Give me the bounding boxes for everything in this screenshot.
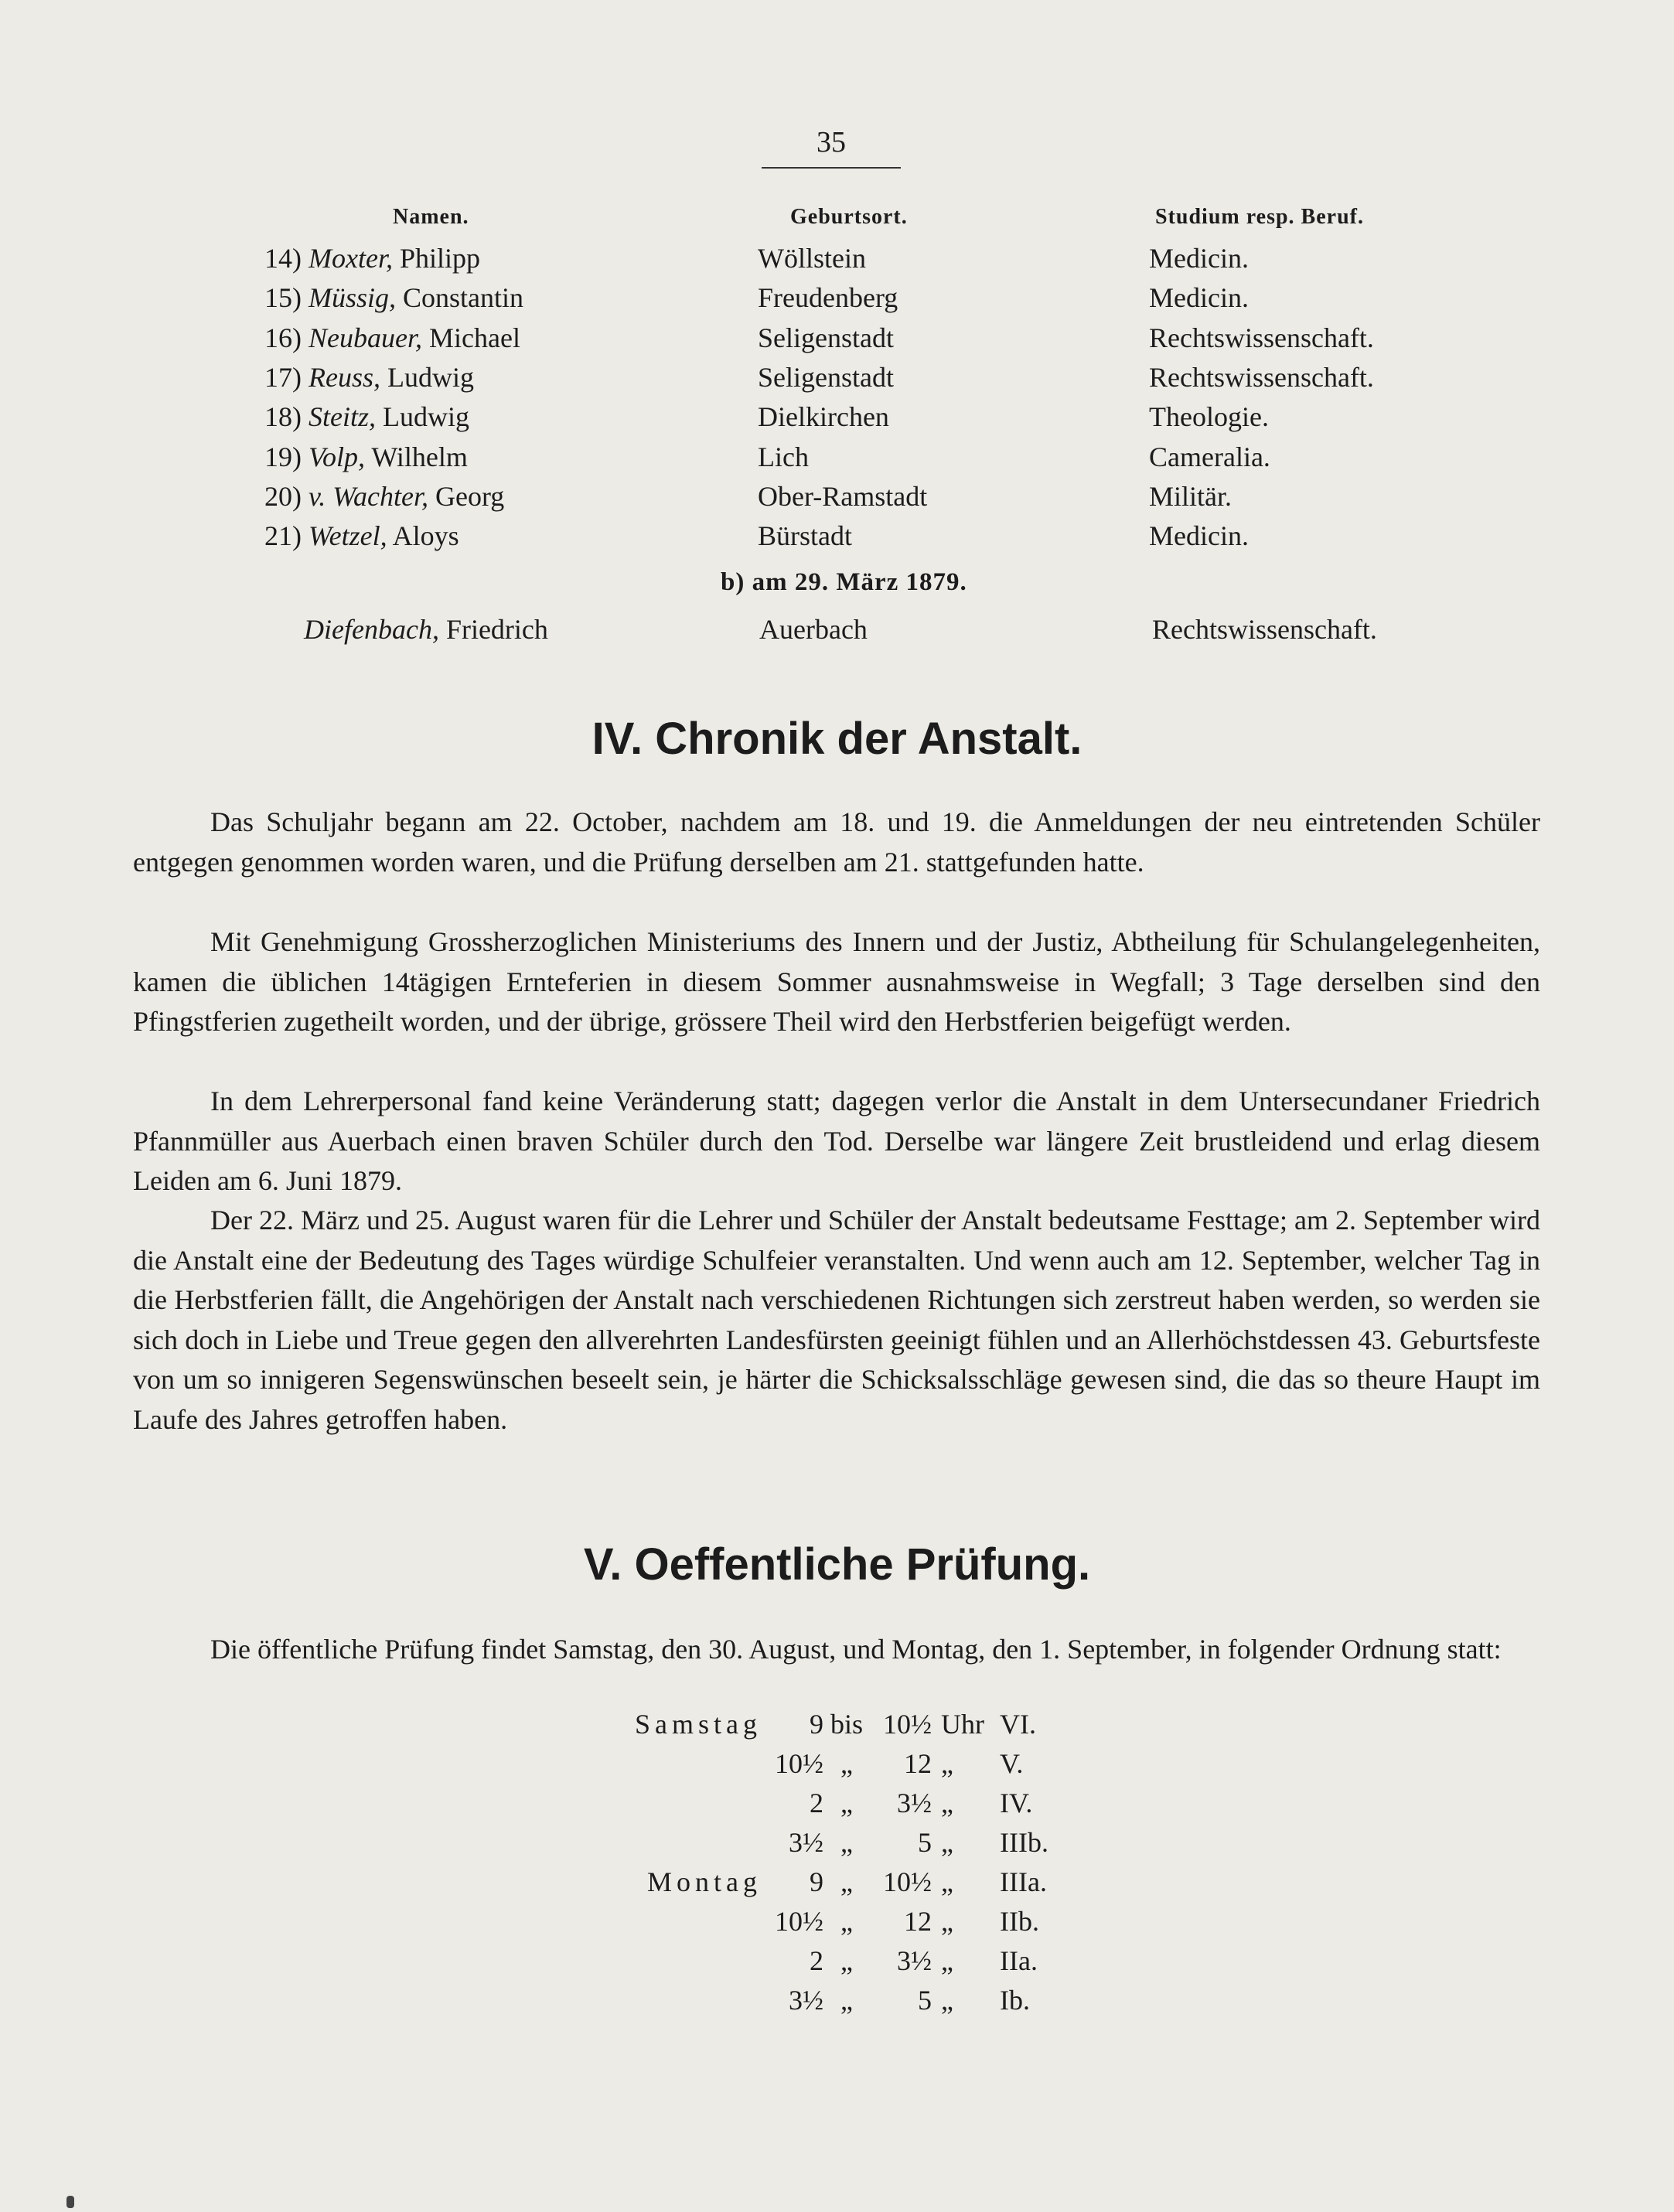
schedule-to: 10½ [883, 1866, 932, 1897]
schedule-day [584, 1787, 762, 1819]
student-study: Cameralia. [1149, 441, 1270, 472]
table-row [232, 242, 480, 274]
schedule-separator: „ [840, 1945, 853, 1976]
schedule-to: 12 [904, 1906, 932, 1937]
schedule-row [584, 1984, 1093, 2016]
schedule-class: Ib. [1000, 1985, 1030, 2016]
student-given-name: Wilhelm [371, 441, 468, 472]
schedule-from: 10½ [775, 1906, 823, 1937]
student-surname: Müssig, [309, 282, 397, 313]
schedule-unit: „ [941, 1748, 953, 1779]
schedule-row [584, 1866, 1093, 1898]
schedule-day [584, 1747, 762, 1780]
paragraph: Mit Genehmigung Grossherzoglichen Ministeriums des Innern und der Justiz, Abtheilung für Schulangelegenheiten, kamen die üblichen 14tägigen Ernteferien in diesem Sommer ausnahmsweise in Wegfall; 3 Tage derselben sind den Pfingstferien zugetheilt worden, und der übrige, grössere Theil wird den Herbstferien beigefügt werden. [133, 926, 1540, 1037]
schedule-from: 3½ [789, 1985, 823, 2016]
student-given-name: Georg [435, 481, 505, 512]
student-birthplace: Seligenstadt [758, 322, 894, 353]
schedule-class: IIa. [1000, 1945, 1038, 1976]
student-birthplace: Lich [758, 441, 809, 472]
student-surname: Volp, [309, 441, 366, 472]
student-study: Rechtswissenschaft. [1149, 322, 1374, 353]
student-surname: Wetzel, [309, 520, 387, 551]
student-given-name: Aloys [392, 520, 459, 551]
student-birthplace: Freudenberg [758, 282, 898, 313]
student-birthplace: Ober-Ramstadt [758, 481, 928, 512]
student-given-name: Ludwig [383, 401, 469, 432]
table-row [232, 400, 469, 433]
schedule-to: 3½ [897, 1788, 932, 1818]
schedule-day [584, 1905, 762, 1938]
schedule-day [584, 1944, 762, 1977]
paragraph: Das Schuljahr begann am 22. October, nachdem am 18. und 19. die Anmeldungen der neu eintretenden Schüler entgegen genommen worden waren, und die Prüfung derselben am 21. stattgefunden hatte. [133, 806, 1540, 878]
paragraph: Der 22. März und 25. August waren für die Lehrer und Schüler der Anstalt bedeutsame Festtage; am 2. September wird die Anstalt eine der Bedeutung des Tages würdige Schulfeier veranstalten. Und wenn auch am 12. September, welcher Tag in die Herbstferien fällt, die Angehörigen der Anstalt nach verschiedenen Richtungen sich zerstreut haben werden, so werden sie sich doch in Liebe und Treue gegen den allverehrten Landesfürsten geeinigt fühlen und an Allerhöchstdessen 43. Geburtsfeste von um so innigeren Segenswünschen beseelt sein, je härter die Schicksalsschläge gewesen sind, die das so theure Haupt im Laufe des Jahres getroffen haben. [133, 1205, 1540, 1435]
student-birthplace: Seligenstadt [758, 362, 894, 393]
schedule-row [584, 1708, 1093, 1740]
table-row [232, 281, 523, 314]
schedule-unit: „ [941, 1827, 953, 1858]
column-header-name: Namen. [393, 205, 469, 229]
table-row [232, 322, 520, 354]
schedule-unit: „ [941, 1945, 953, 1976]
student-study: Theologie. [1149, 401, 1269, 432]
schedule-to: 10½ [883, 1709, 932, 1740]
student-given-name: Friedrich [445, 614, 548, 645]
schedule-day [584, 1984, 762, 2016]
row-number: 18) [264, 401, 302, 432]
student-surname: Steitz, [309, 401, 376, 432]
schedule-class: IIb. [1000, 1906, 1039, 1937]
schedule-unit: „ [941, 1866, 953, 1897]
student-surname: Diefenbach, [304, 614, 439, 645]
student-study: Medicin. [1149, 520, 1249, 551]
page-number-rule [762, 167, 901, 169]
schedule-to: 3½ [897, 1945, 932, 1976]
schedule-row [584, 1747, 1093, 1780]
schedule-separator: „ [840, 1906, 853, 1937]
schedule-from: 10½ [775, 1748, 823, 1779]
row-number: 21) [264, 520, 302, 551]
row-number: 14) [264, 243, 302, 274]
column-header-birthplace: Geburtsort. [790, 205, 908, 229]
student-study: Militär. [1149, 481, 1232, 512]
table-row [232, 361, 474, 394]
schedule-separator: „ [840, 1748, 853, 1779]
student-study: Medicin. [1149, 282, 1249, 313]
schedule-unit: „ [941, 1906, 953, 1937]
schedule-row [584, 1944, 1093, 1977]
schedule-from: 2 [810, 1788, 823, 1818]
student-surname: Moxter, [309, 243, 393, 274]
page-number: 35 [817, 126, 846, 158]
student-birthplace: Auerbach [759, 614, 868, 645]
schedule-class: IIIa. [1000, 1866, 1047, 1897]
schedule-to: 12 [904, 1748, 932, 1779]
paragraph-intro: Die öffentliche Prüfung findet Samstag, den 30. August, und Montag, den 1. September, in folgender Ordnung statt: [210, 1634, 1502, 1665]
student-birthplace: Wöllstein [758, 243, 866, 274]
student-study: Rechtswissenschaft. [1149, 362, 1374, 393]
table-row [232, 520, 459, 552]
schedule-separator: „ [840, 1827, 853, 1858]
schedule-day: Montag [647, 1866, 762, 1897]
row-number: 20) [264, 481, 302, 512]
student-surname: Reuss, [309, 362, 380, 393]
section-title-pruefung: V. Oeffentliche Prüfung. [583, 1539, 1091, 1590]
student-given-name: Philipp [399, 243, 480, 274]
row-number: 15) [264, 282, 302, 313]
table-row [232, 480, 504, 513]
table-row [232, 441, 468, 473]
schedule-from: 9 [810, 1709, 823, 1740]
schedule-unit: „ [941, 1788, 953, 1818]
schedule-separator: „ [840, 1985, 853, 2016]
student-study: Rechtswissenschaft. [1152, 614, 1377, 645]
table-row-extra [304, 613, 548, 646]
paragraph: In dem Lehrerpersonal fand keine Veränderung statt; dagegen verlor die Anstalt in dem Untersecundaner Friedrich Pfannmüller aus Auerbach einen braven Schüler durch den Tod. Derselbe war längere Zeit brustleidend und erlag diesem Leiden am 6. Juni 1879. [133, 1086, 1540, 1196]
student-given-name: Constantin [403, 282, 524, 313]
schedule-to: 5 [918, 1985, 932, 2016]
row-number: 19) [264, 441, 302, 472]
column-header-study: Studium resp. Beruf. [1155, 205, 1364, 229]
section-title-chronik: IV. Chronik der Anstalt. [592, 714, 1082, 764]
schedule-from: 2 [810, 1945, 823, 1976]
schedule-unit: „ [941, 1985, 953, 2016]
schedule-separator: bis [830, 1709, 863, 1740]
schedule-day: Samstag [635, 1709, 762, 1740]
student-given-name: Ludwig [387, 362, 474, 393]
student-given-name: Michael [429, 322, 520, 353]
student-birthplace: Bürstadt [758, 520, 852, 551]
student-surname: Neubauer, [309, 322, 422, 353]
schedule-to: 5 [918, 1827, 932, 1858]
schedule-day [584, 1826, 762, 1859]
schedule-class: IV. [1000, 1788, 1033, 1818]
schedule-from: 3½ [789, 1827, 823, 1858]
row-number: 16) [264, 322, 302, 353]
schedule-separator: „ [840, 1866, 853, 1897]
schedule-separator: „ [840, 1788, 853, 1818]
scan-speck [66, 2196, 74, 2208]
schedule-class: V. [1000, 1748, 1024, 1779]
schedule-from: 9 [810, 1866, 823, 1897]
student-surname: v. Wachter, [309, 481, 428, 512]
schedule-row [584, 1826, 1093, 1859]
schedule-row [584, 1905, 1093, 1938]
schedule-unit: Uhr [941, 1709, 984, 1740]
student-birthplace: Dielkirchen [758, 401, 889, 432]
schedule-class: VI. [1000, 1709, 1036, 1740]
student-study: Medicin. [1149, 243, 1249, 274]
schedule-class: IIIb. [1000, 1827, 1048, 1858]
table-subheading: b) am 29. März 1879. [721, 568, 967, 596]
row-number: 17) [264, 362, 302, 393]
schedule-row [584, 1787, 1093, 1819]
